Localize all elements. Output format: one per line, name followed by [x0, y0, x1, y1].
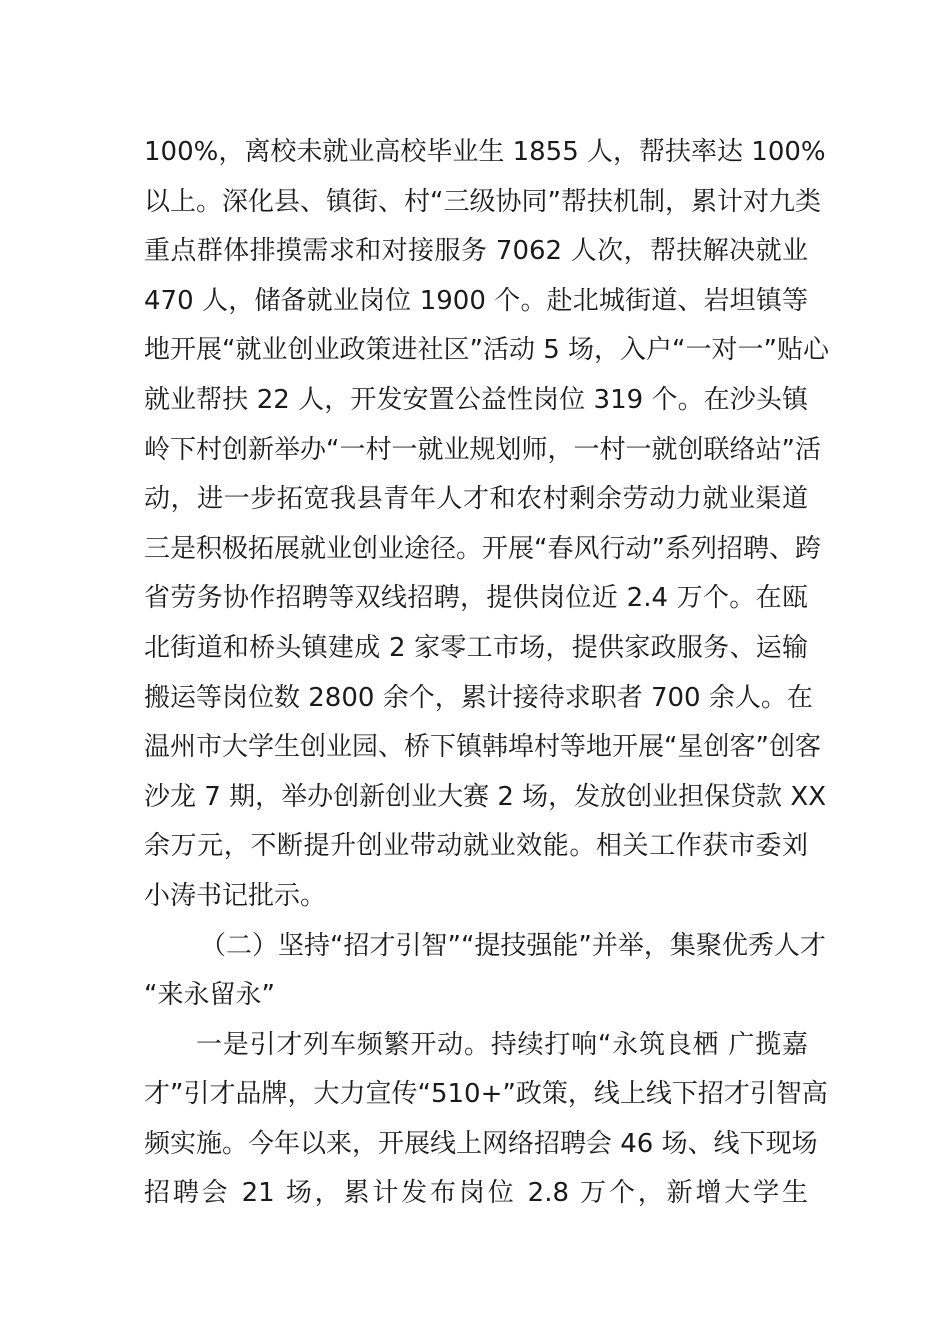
section-heading-continued: “来永留永” — [144, 980, 275, 1011]
text-line: 招聘会 21 场，累计发布岗位 2.8 万个，新增大学生 — [144, 1178, 808, 1209]
text-line: 温州市大学生创业园、桥下镇韩埠村等地开展“星创客”创客 — [144, 732, 821, 763]
text-line: 就业帮扶 22 人，开发安置公益性岗位 319 个。在沙头镇 — [144, 384, 808, 415]
text-line: 一是引才列车频繁开动。持续打响“永筑良栖 广揽嘉 — [196, 1029, 808, 1060]
text-line: 地开展“就业创业政策进社区”活动 5 场，入户“一对一”贴心 — [144, 335, 829, 366]
text-line: 才”引才品牌，大力宣传“510+”政策，线上线下招才引智高 — [144, 1079, 828, 1110]
text-line: 频实施。今年以来，开展线上网络招聘会 46 场、线下现场 — [144, 1128, 818, 1159]
text-line: 余万元，不断提升创业带动就业效能。相关工作获市委刘 — [144, 831, 808, 862]
text-line: 小涛书记批示。 — [144, 880, 327, 911]
section-heading: （二）坚持“招才引智”“提技强能”并举，集聚优秀人才 — [200, 930, 826, 961]
text-line: 省劳务协作招聘等双线招聘，提供岗位近 2.4 万个。在瓯 — [144, 583, 808, 614]
text-line: 搬运等岗位数 2800 余个，累计接待求职者 700 余人。在 — [144, 682, 813, 713]
text-line: 重点群体排摸需求和对接服务 7062 人次，帮扶解决就业 — [144, 236, 808, 267]
text-line: 沙龙 7 期，举办创新创业大赛 2 场，发放创业担保贷款 XX — [144, 781, 827, 812]
text-line: 100%，离校未就业高校毕业生 1855 人，帮扶率达 100% — [144, 137, 826, 167]
text-line: 岭下村创新举办“一村一就业规划师，一村一就创联络站”活 — [144, 434, 821, 465]
text-line: 470 人，储备就业岗位 1900 个。赴北城街道、岩坦镇等 — [144, 285, 808, 316]
text-line: 三是积极拓展就业创业途径。开展“春风行动”系列招聘、跨 — [144, 533, 821, 564]
text-line: 以上。深化县、镇街、村“三级协同”帮扶机制，累计对九类 — [144, 186, 821, 217]
body-text — [144, 128, 829, 1219]
text-line: 动，进一步拓宽我县青年人才和农村剩余劳动力就业渠道 — [144, 484, 808, 515]
text-line: 北街道和桥头镇建成 2 家零工市场，提供家政服务、运输 — [144, 632, 808, 663]
